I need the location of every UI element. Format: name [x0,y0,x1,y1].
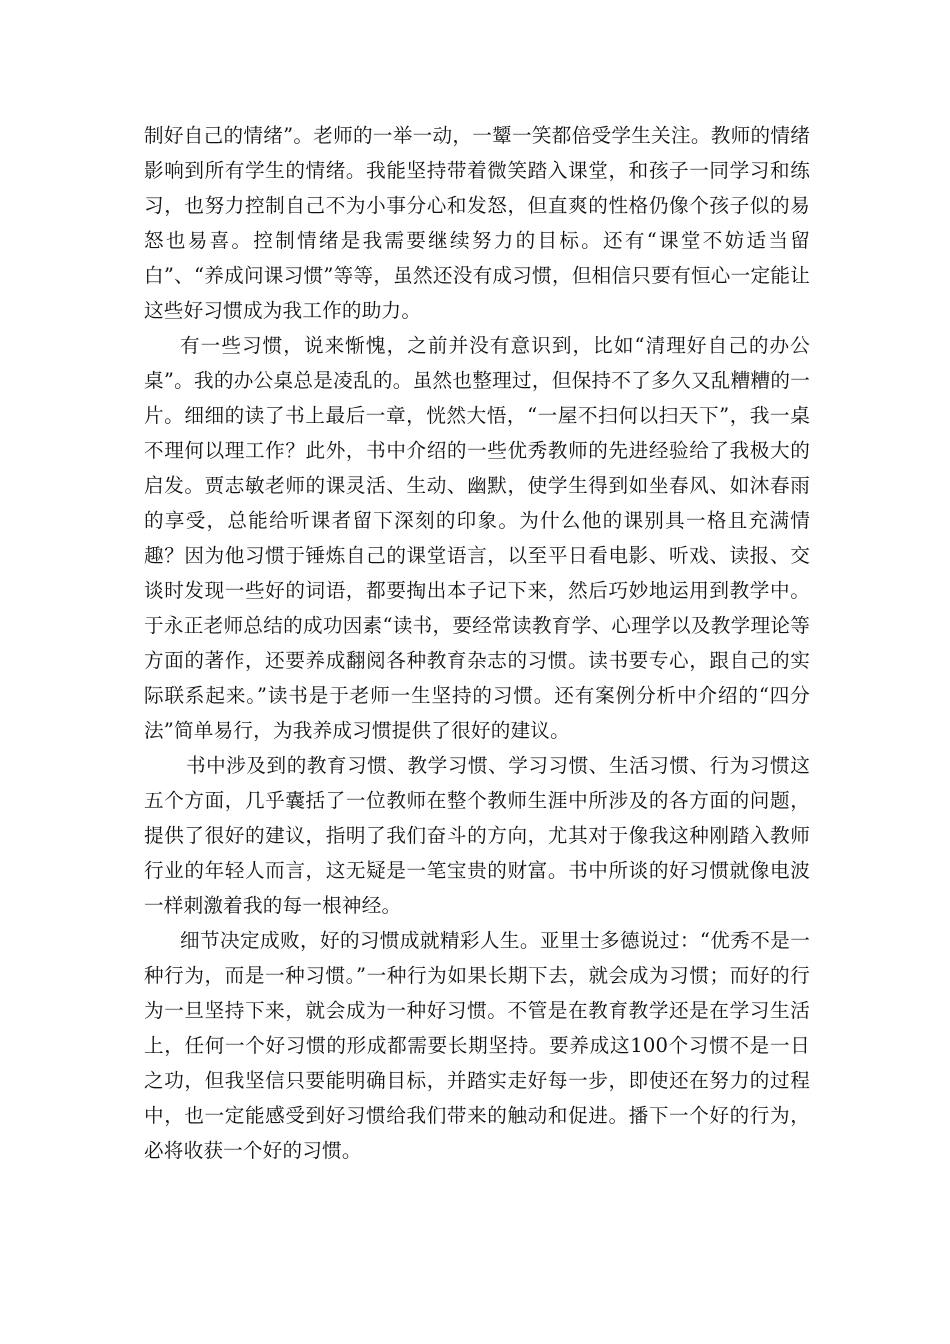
paragraph-4: 细节决定成败，好的习惯成就精彩人生。亚里士多德说过：“优秀不是一种行为，而是一种习惯。”一种行为如果长期下去，就会成为习惯；而好的行为一旦坚持下来，就会成为一种好习惯。不管是在教育教学还是在学习生活上，任何一个好习惯的形成都需要长期坚持。要养成这100个习惯不是一日之功，但我坚信只要能明确目标，并踏实走好每一步，即使还在努力的过程中，也一定能感受到好习惯给我们带来的触动和促进。播下一个好的行为，必将收获一个好的习惯。 [144,929,810,1162]
paragraph-2: 有一些习惯，说来惭愧，之前并没有意识到，比如“清理好自己的办公桌”。我的办公桌总是凌乱的。虽然也整理过，但保持不了多久又乱糟糟的一片。细细的读了书上最后一章，恍然大悟，“一屋不扫何以扫天下”，我一桌不理何以理工作？此外，书中介绍的一些优秀教师的先进经验给了我极大的启发。贾志敏老师的课灵活、生动、幽默，使学生得到如坐春风、如沐春雨的享受，总能给听课者留下深刻的印象。为什么他的课别具一格且充满情趣？因为他习惯于锤炼自己的课堂语言，以至平日看电影、听戏、读报、交谈时发现一些好的词语，都要掏出本子记下来，然后巧妙地运用到教学中。于永正老师总结的成功因素“读书，要经常读教育学、心理学以及教学理论等方面的著作，还要养成翻阅各种教育杂志的习惯。读书要专心，跟自己的实际联系起来。”读书是于老师一生坚持的习惯。还有案例分析中介绍的“四分法”简单易行，为我养成习惯提供了很好的建议。 [144,334,810,742]
paragraph-3: 书中涉及到的教育习惯、教学习惯、学习习惯、生活习惯、行为习惯这五个方面，几乎囊括了一位教师在整个教师生涯中所涉及的各方面的问题，提供了很好的建议，指明了我们奋斗的方向，尤其对于像我这种刚踏入教师行业的年轻人而言，这无疑是一笔宝贵的财富。书中所谈的好习惯就像电波一样刺激着我的每一根神经。 [144,754,810,917]
document-page [144,118,810,1168]
paragraph-1: 制好自己的情绪”。老师的一举一动，一颦一笑都倍受学生关注。教师的情绪影响到所有学生的情绪。我能坚持带着微笑踏入课堂，和孩子一同学习和练习，也努力控制自己不为小事分心和发怒，但直爽的性格仍像个孩子似的易怒也易喜。控制情绪是我需要继续努力的目标。还有“课堂不妨适当留白”、“养成问课习惯”等等，虽然还没有成习惯，但相信只要有恒心一定能让这些好习惯成为我工作的助力。 [144,124,810,322]
